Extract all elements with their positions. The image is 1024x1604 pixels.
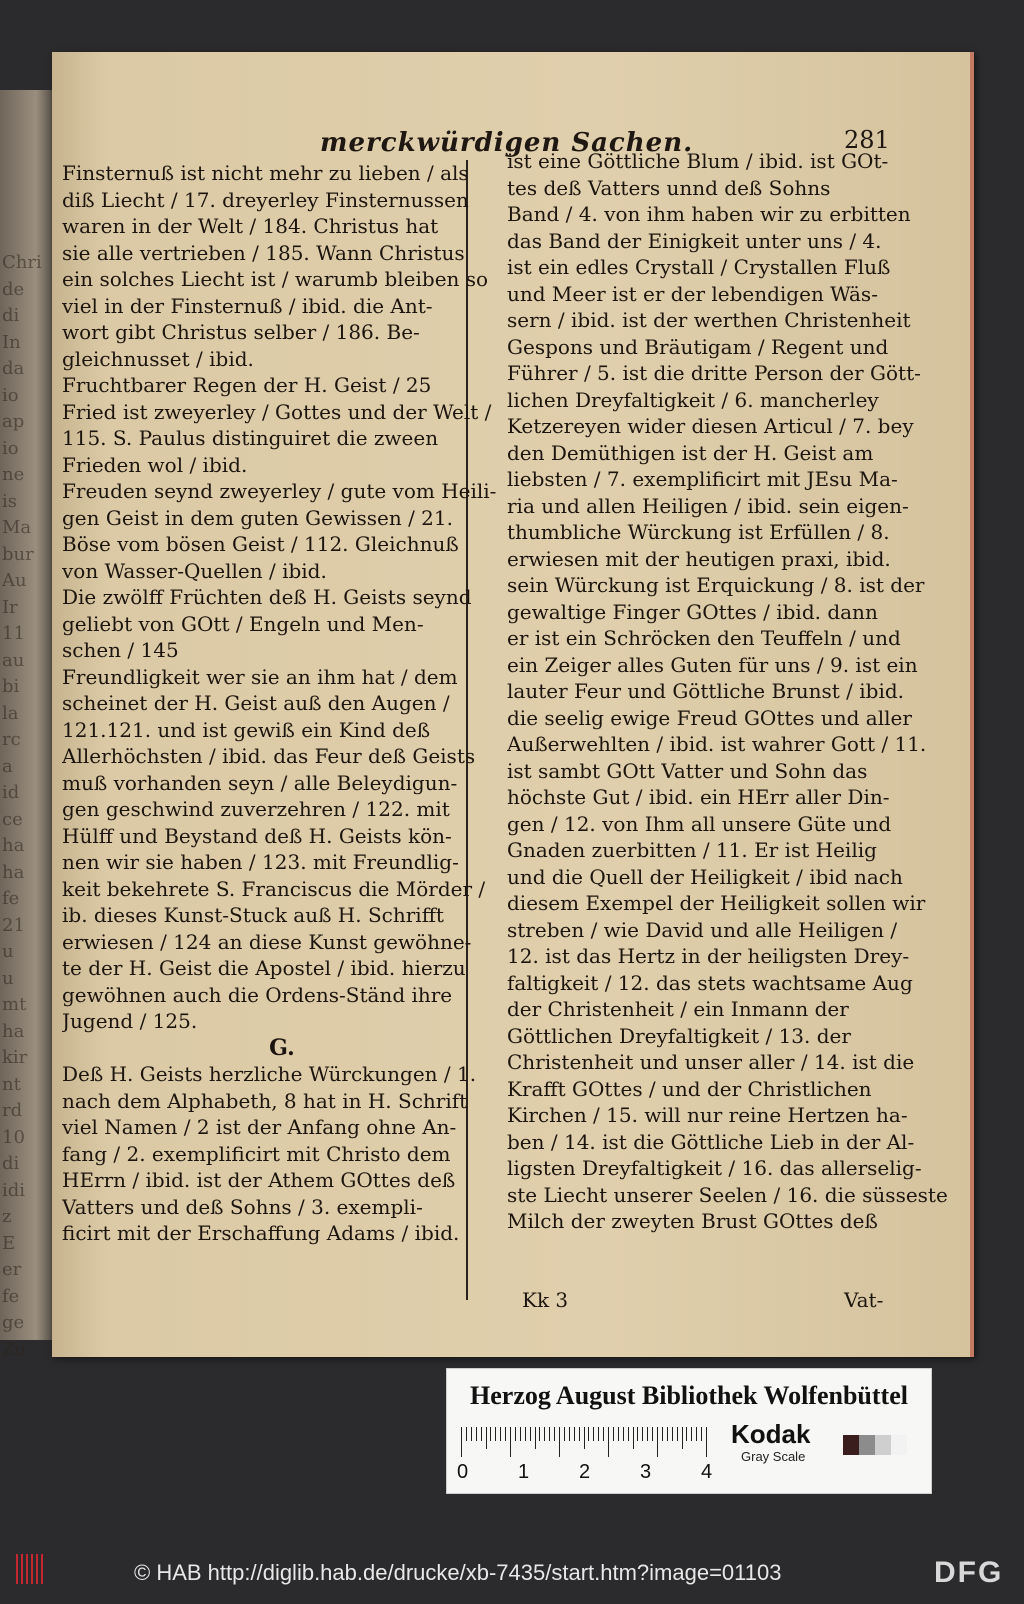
ruler-tick [490, 1427, 491, 1441]
ruler-tick [672, 1427, 673, 1441]
left-column-line: keit bekehrete S. Franciscus die Mörder / [62, 876, 486, 901]
previous-page-fragment: 11 [2, 623, 25, 644]
previous-page-fragment: er [2, 1259, 22, 1280]
footer-credit-link[interactable]: © HAB http://diglib.hab.de/drucke/xb-7435/start.htm?image=01103 [134, 1560, 782, 1585]
previous-page-fragment: bi [2, 676, 20, 697]
right-column-line: gen / 12. von Ihm all unsere Güte und [507, 811, 892, 836]
ruler-tick [667, 1427, 668, 1441]
previous-page-fragment: Zu [2, 1338, 27, 1360]
right-column-line: Krafft GOttes / und der Christlichen [507, 1076, 872, 1101]
left-column-line: ficirt mit der Erschaffung Adams / ibid. [62, 1221, 460, 1245]
previous-page-fragment: ha [2, 1020, 25, 1042]
ruler-tick [461, 1427, 462, 1457]
ruler-tick [633, 1427, 634, 1449]
left-column-line: viel in der Finsternuß / ibid. die Ant- [62, 293, 433, 318]
ruler-tick [677, 1427, 678, 1441]
left-column-line: nen wir sie haben / 123. mit Freundlig- [62, 850, 459, 874]
kodak-logo: Kodak [731, 1419, 811, 1449]
ruler-tick [530, 1427, 531, 1441]
previous-page-fragment: a [2, 755, 13, 777]
previous-page-fragment: u [2, 967, 14, 989]
previous-page-fragment: rd [2, 1100, 23, 1121]
previous-page-edge [0, 90, 60, 1360]
left-column-line: Freuden seynd zweyerley / gute vom Heili- [62, 479, 497, 503]
footer-bar [0, 1530, 1024, 1604]
ruler-tick [544, 1427, 545, 1441]
right-column-line: diesem Exempel der Heiligkeit sollen wir [507, 891, 926, 915]
gray-patch [891, 1435, 907, 1455]
left-column-line: Vatters und deß Sohns / 3. exempli- [62, 1194, 423, 1219]
right-column-line: das Band der Einigkeit unter uns / 4. [507, 228, 882, 253]
ruler-tick [686, 1427, 687, 1441]
ruler-tick [588, 1427, 589, 1441]
previous-page-fragment: Chri [2, 252, 42, 273]
left-column-line: fang / 2. exemplificirt mit Christo dem [62, 1141, 451, 1166]
previous-page-fragment: 10 [2, 1126, 25, 1148]
left-column-line: muß vorhanden seyn / alle Beleydigun- [62, 770, 458, 795]
previous-page-text [2, 250, 56, 1363]
previous-page-fragment: id [2, 782, 20, 803]
left-column-line: gleichnusset / ibid. [62, 346, 254, 371]
left-column-line: schen / 145 [62, 638, 179, 662]
ruler-tick [628, 1427, 629, 1441]
right-column-line: Christenheit und unser aller / 14. ist die [507, 1050, 915, 1074]
right-column-line: ste Liecht unserer Seelen / 16. die süsseste [507, 1182, 948, 1207]
gray-scale-patches [843, 1435, 907, 1455]
ruler-tick [559, 1427, 560, 1457]
ruler-tick [613, 1427, 614, 1441]
previous-page-fragment: ne [2, 464, 25, 485]
previous-page-fragment: rc [2, 729, 21, 750]
right-column-line: liebsten / 7. exemplificirt mit JEsu Ma- [507, 467, 898, 491]
left-column-line: Finsternuß ist nicht mehr zu lieben / als [62, 161, 469, 185]
left-column-line: gen Geist in dem guten Gewissen / 21. [62, 505, 453, 530]
ruler-tick [500, 1427, 501, 1441]
left-column-line: HErrn / ibid. ist der Athem GOttes deß [62, 1168, 456, 1192]
ruler-tick [701, 1427, 702, 1441]
right-column-line: sein Würckung ist Erquickung / 8. ist der [507, 573, 925, 597]
ruler-number: 1 [518, 1461, 530, 1483]
ruler-tick [539, 1427, 540, 1441]
right-column-line: sern / ibid. ist der werthen Christenheit [507, 308, 911, 332]
ruler-tick [691, 1427, 692, 1441]
scale-ruler [457, 1427, 713, 1483]
left-column-line: nach dem Alphabeth, 8 hat in H. Schrift [62, 1088, 468, 1113]
gray-patch [875, 1435, 891, 1455]
right-column-line: Gespons und Bräutigam / Regent und [507, 334, 889, 359]
right-column-line: ist ein edles Crystall / Crystallen Fluß [507, 255, 891, 279]
left-column-line: Deß H. Geists herzliche Würckungen / 1. [62, 1062, 477, 1086]
left-column-line: viel Namen / 2 ist der Anfang ohne An- [62, 1115, 457, 1139]
right-column-line: Band / 4. von ihm haben wir zu erbitten [507, 202, 911, 226]
previous-page-fragment: In [2, 331, 21, 353]
left-column-line: scheinet der H. Geist auß den Augen / [62, 691, 450, 715]
right-column-line: Führer / 5. ist die dritte Person der Gött- [507, 361, 921, 385]
left-column-line: G. [269, 1034, 295, 1061]
ruler-tick [505, 1427, 506, 1441]
ruler-tick [549, 1427, 550, 1441]
previous-page-fragment: ge [2, 1312, 25, 1333]
left-column [62, 160, 502, 1247]
gray-patch [843, 1435, 859, 1455]
right-column-line: 12. ist das Hertz in der heiligsten Drey- [507, 944, 910, 968]
ruler-tick [706, 1427, 707, 1457]
left-column-line: gewöhnen auch die Ordens-Ständ ihre [62, 982, 453, 1007]
ruler-tick [608, 1427, 609, 1457]
ruler-tick [637, 1427, 638, 1441]
ruler-tick [598, 1427, 599, 1441]
left-column-line: waren in der Welt / 184. Christus hat [62, 214, 439, 238]
ruler-number: 2 [579, 1461, 591, 1483]
right-column-line: Ketzereyen wider diesen Articul / 7. bey [507, 414, 914, 438]
right-column-line: und Meer ist er der lebendigen Wäs- [507, 281, 878, 306]
left-column-line: Fried ist zweyerley / Gottes und der Welt / [62, 399, 492, 424]
page-number: 281 [844, 126, 890, 154]
right-column [507, 148, 957, 1235]
right-column-line: ria und allen Heiligen / ibid. sein eigen- [507, 493, 909, 518]
previous-page-fragment: 21 [2, 914, 25, 936]
previous-page-fragment: is [2, 490, 17, 512]
left-column-line: ein solches Liecht ist / warumb bleiben so [62, 267, 489, 291]
left-column-line: Frieden wol / ibid. [62, 452, 248, 477]
previous-page-fragment: di [2, 1153, 20, 1174]
previous-page-fragment: io [2, 437, 19, 459]
right-column-line: ligsten Dreyfaltigkeit / 16. das allerselig- [507, 1156, 922, 1180]
catchword: Vat- [844, 1288, 884, 1312]
right-column-line: die seelig ewige Freud GOttes und aller [507, 705, 912, 730]
previous-page-fragment: la [2, 702, 19, 724]
previous-page-fragment: Au [2, 570, 27, 591]
gray-scale-label: Gray Scale [741, 1449, 806, 1464]
ruler-tick [652, 1427, 653, 1441]
gray-patch [859, 1435, 875, 1455]
library-name: Herzog August Bibliothek Wolfenbüttel [470, 1381, 908, 1410]
right-column-line: höchste Gut / ibid. ein HErr aller Din- [507, 785, 890, 809]
ruler-tick [647, 1427, 648, 1441]
ruler-tick [618, 1427, 619, 1441]
right-column-line: lauter Feur und Göttliche Brunst / ibid. [507, 679, 905, 703]
left-column-line: 115. S. Paulus distinguiret die zween [62, 426, 439, 450]
previous-page-fragment: idi [2, 1179, 26, 1201]
left-column-line: 121.121. und ist gewiß ein Kind deß [62, 717, 431, 742]
ruler-tick [554, 1427, 555, 1441]
right-column-line: Göttlichen Dreyfaltigkeit / 13. der [507, 1023, 851, 1048]
previous-page-fragment: ce [2, 808, 23, 830]
ruler-tick [481, 1427, 482, 1441]
ruler-tick [535, 1427, 536, 1449]
ruler-tick [495, 1427, 496, 1441]
right-column-line: faltigkeit / 12. das stets wachtsame Aug [507, 970, 913, 995]
right-column-line: ben / 14. ist die Göttliche Lieb in der Al- [507, 1129, 915, 1154]
previous-page-fragment: Ir [2, 596, 18, 618]
right-column-line: streben / wie David und alle Heiligen / [507, 917, 898, 942]
previous-page-fragment: di [2, 305, 20, 326]
ruler-tick [574, 1427, 575, 1441]
ruler-tick [579, 1427, 580, 1441]
right-column-line: erwiesen mit der heutigen praxi, ibid. [507, 546, 891, 571]
previous-page-fragment: ha [2, 861, 25, 883]
ruler-tick [510, 1427, 511, 1457]
right-column-line: gewaltige Finger GOttes / ibid. dann [507, 599, 878, 624]
ruler-tick [662, 1427, 663, 1441]
left-column-line: te der H. Geist die Apostel / ibid. hierzu [62, 956, 466, 980]
right-column-line: thumbliche Würckung ist Erfüllen / 8. [507, 520, 890, 544]
left-column-line: Die zwölff Früchten deß H. Geists seynd [62, 585, 472, 609]
ruler-tick [525, 1427, 526, 1441]
ruler-tick [515, 1427, 516, 1441]
right-column-line: tes deß Vatters unnd deß Sohns [507, 175, 831, 200]
ruler-tick [603, 1427, 604, 1441]
ruler-tick [593, 1427, 594, 1441]
book-page [52, 52, 974, 1357]
ruler-tick [623, 1427, 624, 1441]
previous-page-fragment: Ma [2, 517, 32, 538]
left-column-line: Allerhöchsten / ibid. das Feur deß Geists [62, 744, 476, 768]
left-column-line: wort gibt Christus selber / 186. Be- [62, 320, 420, 344]
left-column-line: ib. dieses Kunst-Stuck auß H. Schrifft [62, 903, 444, 927]
ruler-number: 0 [457, 1461, 469, 1483]
previous-page-fragment: de [2, 278, 25, 300]
page-edge-tint [970, 52, 974, 1357]
previous-page-fragment: da [2, 358, 25, 379]
right-column-line: er ist ein Schröcken den Teuffeln / und [507, 626, 901, 650]
left-column-line: geliebt von GOtt / Engeln und Men- [62, 611, 424, 636]
left-column-line: Jugend / 125. [62, 1009, 198, 1033]
ruler-tick [569, 1427, 570, 1441]
previous-page-fragment: ha [2, 835, 25, 856]
previous-page-fragment: ap [2, 411, 25, 432]
dfg-logo: DFG [934, 1556, 1004, 1589]
right-column-line: und die Quell der Heiligkeit / ibid nach [507, 864, 903, 889]
right-column-line: Milch der zweyten Brust GOttes deß [507, 1209, 878, 1233]
right-column-line: Kirchen / 15. will nur reine Hertzen ha- [507, 1103, 908, 1127]
right-column-line: Außerwehlten / ibid. ist wahrer Gott / 11. [507, 732, 927, 756]
ruler-tick [471, 1427, 472, 1441]
ruler-tick [466, 1427, 467, 1441]
left-column-line: erwiesen / 124 an diese Kunst gewöhne- [62, 929, 472, 954]
ruler-tick [486, 1427, 487, 1449]
library-label-card [446, 1368, 932, 1494]
left-column-line: sie alle vertrieben / 185. Wann Christus [62, 240, 465, 265]
left-column-line: von Wasser-Quellen / ibid. [62, 558, 327, 583]
right-column-line: Gnaden zuerbitten / 11. Er ist Heilig [507, 838, 877, 862]
right-column-line: ist sambt GOtt Vatter und Sohn das [507, 758, 868, 783]
running-head: merckwürdigen Sachen. [320, 128, 694, 158]
ruler-number: 3 [640, 1461, 652, 1483]
previous-page-fragment: bur [2, 543, 34, 565]
left-column-line: Freundligkeit wer sie an ihm hat / dem [62, 664, 458, 689]
ruler-tick [564, 1427, 565, 1441]
barcode-icon [16, 1554, 46, 1584]
left-column-line: gen geschwind zuverzehren / 122. mit [62, 797, 450, 821]
right-column-line: ein Zeiger alles Guten für uns / 9. ist ein [507, 652, 918, 677]
left-column-line: diß Liecht / 17. dreyerley Finsternussen [62, 187, 469, 212]
right-column-line: ist eine Göttliche Blum / ibid. ist GOt- [507, 149, 889, 173]
ruler-tick [657, 1427, 658, 1457]
previous-page-fragment: z [2, 1206, 12, 1227]
signature-mark: Kk 3 [522, 1288, 569, 1312]
previous-page-fragment: au [2, 649, 25, 671]
right-column-line: den Demüthigen ist der H. Geist am [507, 440, 874, 465]
left-column-line: Böse vom bösen Geist / 112. Gleichnuß [62, 532, 459, 556]
ruler-tick [682, 1427, 683, 1449]
right-column-line: lichen Dreyfaltigkeit / 6. mancherley [507, 387, 879, 412]
ruler-number: 4 [701, 1461, 713, 1483]
previous-page-fragment: io [2, 384, 19, 406]
ruler-tick [642, 1427, 643, 1441]
ruler-tick [584, 1427, 585, 1449]
ruler-tick [696, 1427, 697, 1441]
previous-page-fragment: fe [2, 1285, 20, 1307]
ruler-tick [476, 1427, 477, 1441]
right-column-line: der Christenheit / ein Inmann der [507, 997, 849, 1021]
previous-page-fragment: fe [2, 888, 20, 909]
previous-page-fragment: u [2, 941, 14, 962]
previous-page-fragment: nt [2, 1073, 21, 1095]
ruler-tick [520, 1427, 521, 1441]
previous-page-fragment: E [2, 1232, 16, 1254]
left-column-line: Fruchtbarer Regen der H. Geist / 25 [62, 373, 432, 397]
previous-page-fragment: mt [2, 994, 27, 1015]
previous-page-fragment: kir [2, 1047, 28, 1068]
left-column-line: Hülff und Beystand deß H. Geists kön- [62, 823, 452, 848]
